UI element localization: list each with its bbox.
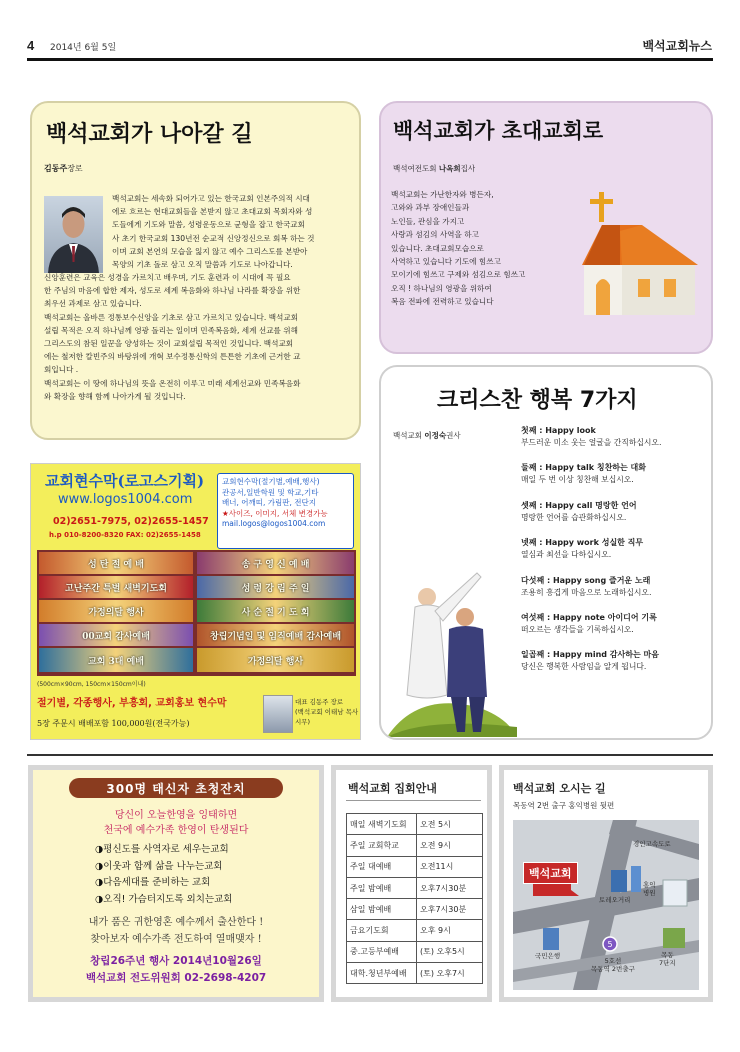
service-time: 오전11시 bbox=[417, 856, 483, 877]
happiness-description: 매일 두 번 이상 칭찬해 보십시오. bbox=[521, 475, 634, 485]
map-church-label: 백석교회 bbox=[523, 862, 578, 884]
banner-sample: 성 령 강 림 주 일 bbox=[197, 576, 354, 598]
schedule-row bbox=[347, 920, 483, 941]
directions-box bbox=[499, 765, 713, 1002]
banner-sample: 사 순 절 기 도 회 bbox=[197, 600, 354, 622]
service-time: 오후7시30분 bbox=[417, 899, 483, 920]
happiness-heading: 둘째 : Happy talk 칭찬하는 대화 bbox=[521, 463, 646, 473]
slogan-line-1: 당신이 오늘한영을 잉태하면 bbox=[114, 810, 238, 821]
map-complex-label: 목동 7단지 bbox=[659, 951, 676, 967]
happiness-description: 열심과 최선을 다하십시오. bbox=[521, 550, 612, 560]
happiness-item bbox=[521, 500, 711, 524]
banner-sample: 창립기념일 및 임직예배 감사예배 bbox=[197, 624, 354, 646]
article-line: 있습니다. 초대교회모습으로 bbox=[391, 243, 484, 253]
article-line: 복음 전파에 전력하고 있습니다 bbox=[391, 297, 494, 307]
article-line: 신앙훈련은 교육은 성경을 가르치고 배우며, 기도 훈련과 이 시대에 꼭 필요 bbox=[44, 273, 291, 282]
schedule-row bbox=[347, 941, 483, 962]
author-role: 권사 bbox=[446, 431, 461, 440]
ad-representative bbox=[295, 697, 360, 727]
happiness-item bbox=[521, 612, 711, 636]
article-line: 에는 철저한 칼빈주의 바탕위에 개혁 보수정통신학의 튼튼한 기초에 근거한 교 bbox=[44, 352, 301, 362]
event-date: 창립26주년 행사 2014년10월26일 bbox=[90, 955, 262, 967]
schedule-row bbox=[347, 835, 483, 856]
vision-item: ◑오직! 가슴터지도록 외치는교회 bbox=[95, 893, 233, 905]
schedule-row bbox=[347, 877, 483, 898]
article-line: 회입니다 . bbox=[44, 365, 79, 375]
ad-size-note: (500cm×90cm, 150cm×150cm이내) bbox=[37, 681, 146, 688]
happiness-item bbox=[521, 537, 711, 561]
ad-title: 교회현수막(로고스기획) bbox=[45, 472, 205, 490]
happiness-description: 당신은 행복한 사람임을 알게 됩니다. bbox=[521, 662, 647, 672]
ad-info-lines bbox=[222, 477, 349, 509]
ad-email[interactable]: mail.logos@logos1004.com bbox=[222, 519, 326, 528]
author-name: 나옥희 bbox=[438, 164, 461, 173]
schedule-row bbox=[347, 856, 483, 877]
banner-sample: 교회 3대 예배 bbox=[39, 648, 193, 672]
issue-date: 2014년 6월 5일 bbox=[50, 43, 117, 53]
ad-info-box bbox=[217, 473, 354, 549]
happiness-heading: 여섯째 : Happy note 아이디어 기록 bbox=[521, 612, 657, 622]
directions-subtitle: 목동역 2번 출구 홍익병원 뒷편 bbox=[513, 801, 615, 810]
article-line: 오직 ! 하나님의 영광을 위하여 bbox=[391, 283, 492, 293]
service-time: (토) 오후7시 bbox=[417, 963, 483, 984]
service-name: 금요기도회 bbox=[347, 920, 417, 941]
service-time: 오후7시30분 bbox=[417, 877, 483, 898]
author-name: 김동주 bbox=[44, 164, 68, 173]
happiness-item bbox=[521, 649, 711, 673]
happiness-item bbox=[521, 575, 711, 599]
vision-item: ◑다음세대를 준비하는 교회 bbox=[95, 877, 211, 888]
service-name: 주일 대예배 bbox=[347, 856, 417, 877]
schedule-title: 백석교회 집회안내 bbox=[348, 782, 437, 795]
author-name: 이정숙 bbox=[424, 431, 447, 440]
map-bank-label: 국민은행 bbox=[535, 952, 561, 960]
service-time: (토) 오후5시 bbox=[417, 941, 483, 962]
article-early-church bbox=[379, 101, 713, 354]
service-name: 중.고등부예배 bbox=[347, 941, 417, 962]
happiness-description: 부드러운 미소 웃는 얼굴을 간직하십시오. bbox=[521, 438, 662, 447]
schedule-row bbox=[347, 814, 483, 835]
page-number: 4 bbox=[27, 38, 35, 53]
service-name: 주일 교회학교 bbox=[347, 835, 417, 856]
article-line: 백석교회는 가난한자와 병든자, bbox=[391, 190, 494, 199]
article-title: 백석교회가 초대교회로 bbox=[393, 119, 604, 143]
service-time: 오후 9시 bbox=[417, 920, 483, 941]
header-rule bbox=[27, 58, 713, 61]
happiness-heading: 일곱째 : Happy mind 감사하는 마음 bbox=[521, 650, 659, 660]
svg-text:5: 5 bbox=[607, 940, 613, 949]
vision-item: ◑이웃과 함께 삶을 나누는교회 bbox=[95, 860, 223, 872]
author-group: 백석여전도회 bbox=[393, 164, 437, 173]
author-role: 집사 bbox=[460, 164, 476, 173]
schedule-row bbox=[347, 899, 483, 920]
happiness-heading: 셋째 : Happy call 명랑한 언어 bbox=[521, 500, 637, 510]
service-name: 대학.청년부예배 bbox=[347, 963, 417, 984]
representative-photo bbox=[263, 695, 293, 733]
article-seven-happiness bbox=[379, 365, 713, 740]
evangelism-event-box bbox=[28, 765, 324, 1002]
schedule-table bbox=[346, 813, 483, 984]
author-photo bbox=[44, 196, 103, 273]
location-map bbox=[513, 820, 699, 990]
article-line: 그리스도의 참된 일꾼을 양성하는 것이 교회설립 목적인 것입니다. 백석교회 bbox=[44, 339, 294, 349]
vision-item: ◑평신도를 사역자로 세우는교회 bbox=[95, 844, 229, 855]
schedule-row bbox=[347, 963, 483, 984]
banner-sample: 성 탄 절 예 배 bbox=[39, 552, 193, 574]
map-station-label: 5호선 목동역 2번출구 bbox=[591, 957, 635, 973]
schedule-title-rule bbox=[346, 800, 481, 801]
map-torae-label: 토레오거리 bbox=[599, 896, 631, 904]
map-highway-label: 경인고속도로 bbox=[633, 840, 671, 848]
happiness-heading: 첫째 : Happy look bbox=[521, 426, 596, 435]
article-line: 백석교회는 세속화 되어가고 있는 한국교회 인본주의적 시대 bbox=[112, 194, 310, 203]
article-line: 사랑과 섬김의 사역을 하고 bbox=[391, 230, 479, 240]
article-title: 백석교회가 나아갈 길 bbox=[46, 122, 253, 147]
ad-info-line: 관공서,일반학원 및 학교,기타 bbox=[222, 487, 319, 497]
happiness-heading: 다섯째 : Happy song 즐거운 노래 bbox=[521, 575, 651, 585]
article-body bbox=[44, 271, 359, 403]
banner-samples bbox=[37, 550, 356, 676]
banner-advertisement bbox=[30, 463, 361, 740]
author-role: 장로 bbox=[67, 164, 83, 173]
happiness-description: 조용히 흥겹게 마음으로 노래하십시오. bbox=[521, 587, 652, 597]
article-line: 에로 흐르는 현대교회들을 본받지 않고 초대교회 목회자와 성 bbox=[112, 207, 313, 217]
banner-sample: 가정의달 행사 bbox=[197, 648, 354, 672]
ad-info-line: 교회현수막(절기별,예배,행사) bbox=[222, 477, 320, 486]
service-name: 삼일 밤예배 bbox=[347, 899, 417, 920]
happiness-item bbox=[521, 462, 711, 486]
article-byline bbox=[393, 430, 461, 441]
church-vision-list bbox=[95, 842, 232, 908]
article-body bbox=[391, 188, 591, 309]
event-title: 300명 태신자 초청잔치 bbox=[69, 778, 283, 798]
article-title: 크리스찬 행복 7가지 bbox=[437, 388, 638, 413]
ad-mobile-fax: h.p 010-8200-8320 FAX: 02)2655-1458 bbox=[49, 531, 201, 539]
worship-schedule-box bbox=[331, 765, 492, 1002]
happiness-description: 떠오르는 생각들을 기록하십시오. bbox=[521, 624, 634, 634]
section-divider bbox=[27, 754, 713, 756]
service-name: 매일 새벽기도회 bbox=[347, 814, 417, 835]
article-body-side bbox=[112, 192, 357, 271]
article-line: 한 주님의 마음에 합한 제자, 성도로 세계 복음화와 하나님 나라를 확장을 위한 bbox=[44, 286, 301, 296]
happiness-description: 명랑한 언어를 습관화하십시오. bbox=[521, 512, 627, 522]
article-line: 와 확장을 향해 함께 나아가게 될 것입니다. bbox=[44, 391, 186, 401]
rep-name: 대표 김동주 장로 bbox=[295, 698, 344, 706]
ad-info-line: 배너, 어깨띠, 가림판, 전단지 bbox=[222, 498, 316, 507]
article-line: 설립 목적은 오직 하나님께 영광 돌리는 일이며 민족복음화, 세계 선교를 위해 bbox=[44, 325, 298, 335]
author-group: 백석교회 bbox=[393, 431, 422, 440]
slogan-line-2: 천국에 예수가족 한영이 탄생된다 bbox=[103, 825, 249, 836]
article-line: 사 초기 한국교회 130년전 순교적 신앙정신으로 회복 하는 것 bbox=[112, 233, 315, 243]
article-line: 사역하고 있습니다 기도에 힘쓰고 bbox=[391, 257, 501, 267]
ad-price: 5장 주문시 배배포함 100,000원(전국가능) bbox=[37, 719, 190, 728]
ad-url[interactable]: www.logos1004.com bbox=[58, 492, 193, 507]
service-name: 주일 밤예배 bbox=[347, 877, 417, 898]
banner-sample: 송 구 영 신 예 배 bbox=[197, 552, 354, 574]
article-line: 도들에게 기도와 말씀, 성령운동으로 균형을 잡고 한국교회 bbox=[112, 220, 305, 230]
article-line: 목양의 기초 돌로 삼고 오직 말씀과 기도로 나아갑니다. bbox=[112, 260, 293, 270]
event-contact: 백석교회 전도위원회 02-2698-4207 bbox=[85, 972, 267, 984]
rep-church: (백석교회 이태남 목사 시무) bbox=[295, 708, 359, 726]
map-hospital-label: 홍익 병원 bbox=[643, 881, 656, 897]
happiness-list bbox=[521, 425, 711, 687]
article-line: 이며 교회 본연의 모습을 잃지 않고 예수 그리스도를 본받아 bbox=[112, 246, 308, 256]
article-line: 노인들, 관심을 가지고 bbox=[391, 216, 465, 226]
happiness-item bbox=[521, 425, 711, 449]
verse-line-1: 내가 품은 귀한영혼 예수께서 출산한다 ! bbox=[88, 917, 264, 928]
banner-sample: 00교회 감사예배 bbox=[39, 624, 193, 646]
banner-sample: 가정의달 행사 bbox=[39, 600, 193, 622]
article-line: 최우선 과제로 삼고 있습니다. bbox=[44, 299, 142, 309]
article-line: 모이기에 힘쓰고 구제와 섬김으로 힘쓰고 bbox=[391, 270, 526, 280]
men-pointing-illustration bbox=[387, 567, 517, 737]
ad-info-note: ★사이즈, 이미지, 서체 변경가능 bbox=[222, 508, 328, 518]
article-byline bbox=[44, 163, 83, 174]
article-line: 고와와 과부 장애인들과 bbox=[391, 203, 470, 213]
article-byline bbox=[393, 163, 475, 174]
verse-line-2: 찾아보자 예수가족 전도하여 열매맺자 ! bbox=[90, 934, 262, 945]
directions-title: 백석교회 오시는 길 bbox=[513, 782, 606, 795]
service-time: 오전 9시 bbox=[417, 835, 483, 856]
happiness-heading: 넷째 : Happy work 성실한 직무 bbox=[521, 538, 644, 548]
ad-phone: 02)2651-7975, 02)2655-1457 bbox=[53, 516, 209, 527]
newspaper-name: 백석교회뉴스 bbox=[642, 39, 712, 53]
church-illustration bbox=[580, 187, 700, 317]
article-line: 백석교회는 이 땅에 하나님의 뜻을 온전히 이루고 미래 세계선교와 민족복음화 bbox=[44, 378, 301, 388]
service-time: 오전 5시 bbox=[417, 814, 483, 835]
ad-tagline: 절기별, 각종행사, 부흥회, 교회홍보 현수막 bbox=[37, 698, 227, 709]
banner-sample: 고난주간 특별 새벽기도회 bbox=[39, 576, 193, 598]
article-line: 백석교회는 올바른 정통보수신앙을 기초로 삼고 가르치고 있습니다. 백석교회 bbox=[44, 312, 299, 322]
